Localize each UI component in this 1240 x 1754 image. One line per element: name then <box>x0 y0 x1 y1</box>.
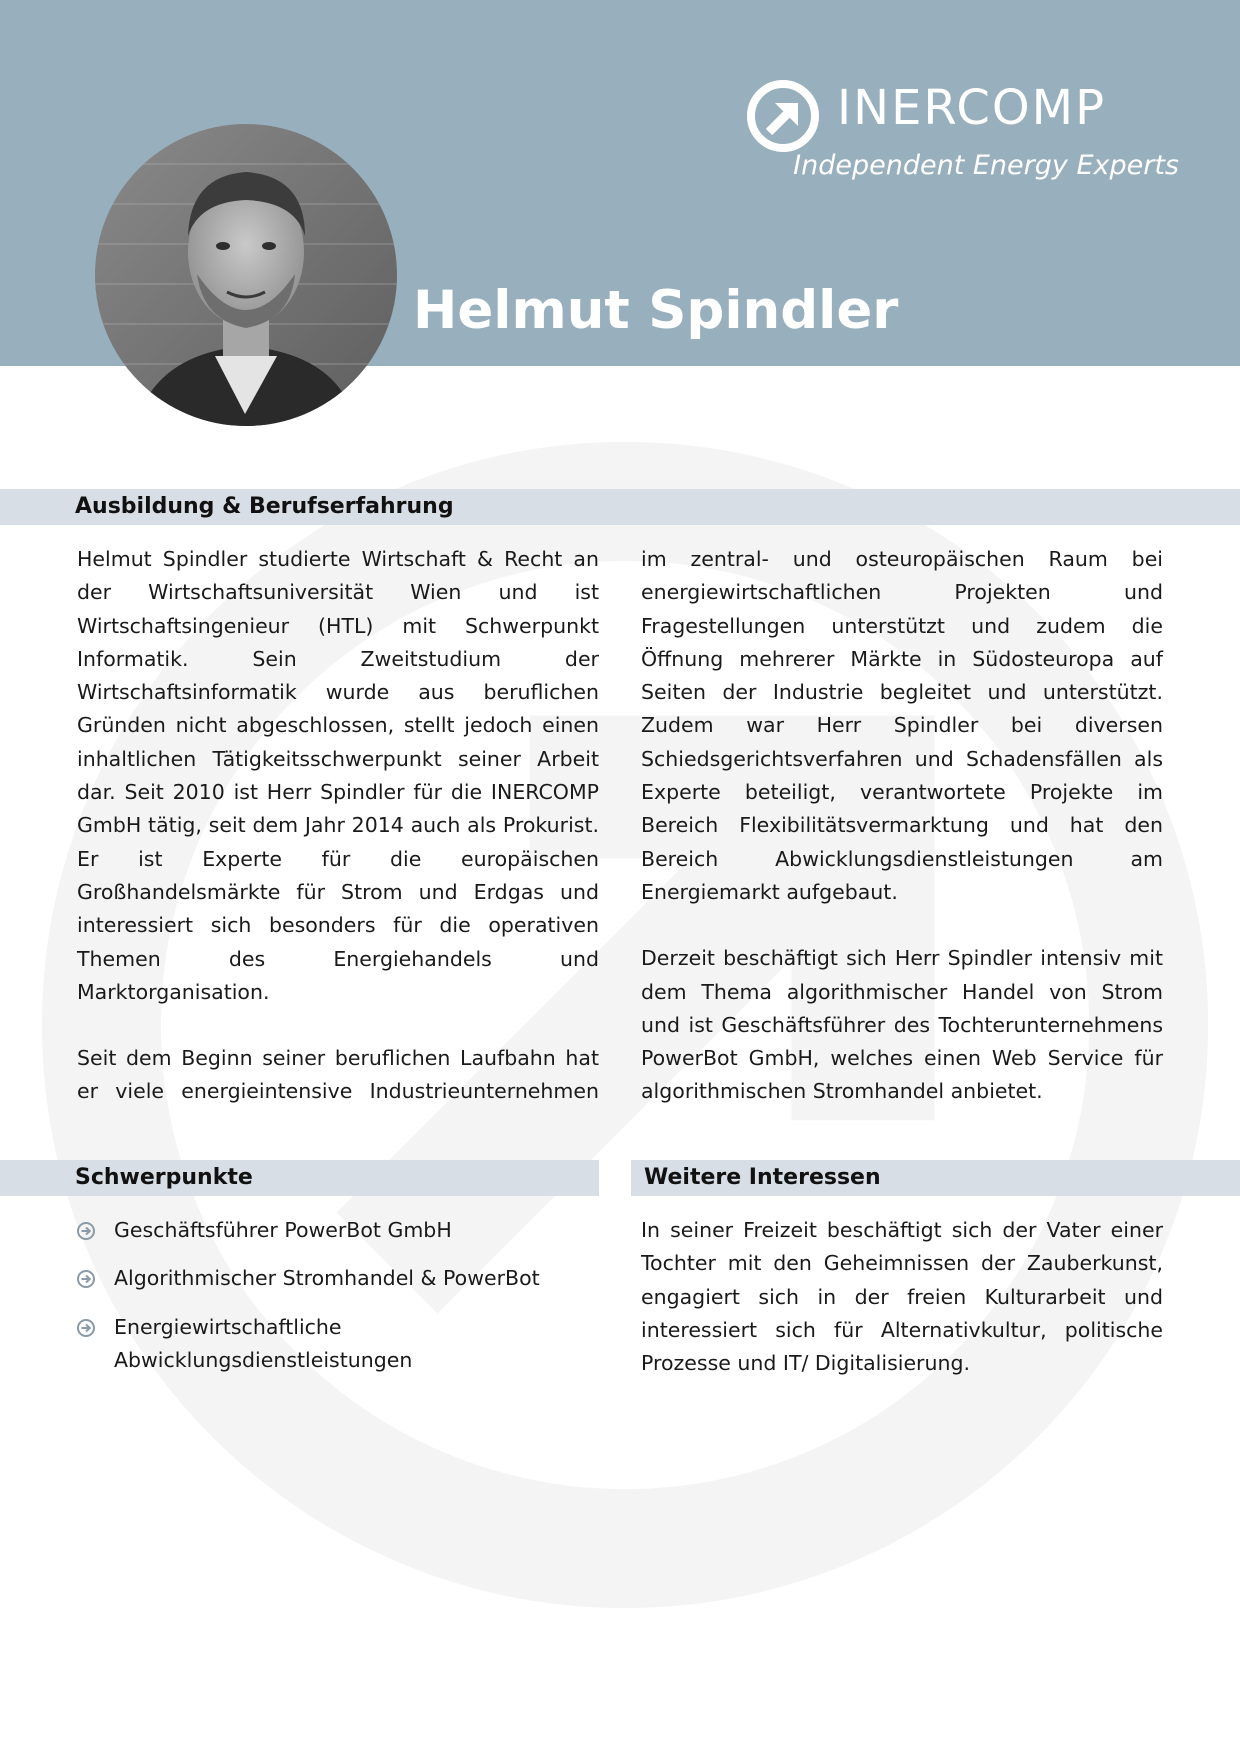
education-right-column <box>641 543 1163 1109</box>
circle-arrow-right-icon <box>76 1269 96 1289</box>
portrait-photo <box>95 124 397 426</box>
list-item <box>76 1311 454 1378</box>
focus-item-label: Algorithmischer Stromhandel & PowerBot <box>114 1266 540 1291</box>
brand-name: INERCOMP <box>837 80 1107 136</box>
focus-item-label: Energiewirtschaftliche Abwicklungsdienstleistungen <box>114 1314 413 1372</box>
person-name: Helmut Spindler <box>413 280 899 341</box>
education-right-paragraph-2: Derzeit beschäftigt sich Herr Spindler intensiv mit dem Thema algorithmischer Handel von Strom und ist Geschäftsführer des Tochterunternehmens PowerBot GmbH, welches einen Web Service für algorithmischen Stromhandel anbietet. <box>641 946 1163 1104</box>
education-section-title: Ausbildung & Berufserfahrung <box>75 494 454 519</box>
list-item <box>76 1214 576 1247</box>
brand-logo <box>745 78 1195 188</box>
interests-text <box>641 1214 1163 1380</box>
interests-paragraph: In seiner Freizeit beschäftigt sich der Vater einer Tochter mit den Geheimnissen der Zauberkunst, engagiert sich in der freien Kulturarbeit und interessiert sich für Alternativkultur, politische Prozesse und IT/ Digitalisierung. <box>641 1218 1163 1376</box>
circle-arrow-right-icon <box>76 1221 96 1241</box>
focus-section-title: Schwerpunkte <box>75 1165 253 1190</box>
circle-arrow-up-right-icon <box>745 78 821 154</box>
circle-arrow-right-icon <box>76 1318 96 1338</box>
education-left-column <box>77 543 599 1109</box>
education-right-paragraph-1: im zentral- und osteuropäischen Raum bei energiewirtschaftlichen Projekten und Fragestellungen unterstützt und zudem die Öffnung mehrerer Märkte in Südosteuropa auf Seiten der Industrie begleitet und unterstützt. Zudem war Herr Spindler bei diversen Schiedsgerichtsverfahren und Schadensfällen als Experte beteiligt, verantwortete Projekte im Bereich Flexibilitätsvermarktung und hat den Bereich Abwicklungsdienstleistungen am Energiemarkt aufgebaut. <box>641 547 1163 904</box>
education-left-paragraph-1: Helmut Spindler studierte Wirtschaft & Recht an der Wirtschaftsuniversität Wien und ist Wirtschaftsingenieur (HTL) mit Schwerpunkt Informatik. Sein Zweitstudium der Wirtschaftsinformatik wurde aus beruflichen Gründen nicht abgeschlossen, stellt jedoch einen inhaltlichen Tätigkeitsschwerpunkt seiner Arbeit dar. Seit 2010 ist Herr Spindler für die INERCOMP GmbH tätig, seit dem Jahr 2014 auch als Prokurist. Er ist Experte für die europäischen Großhandelsmärkte für Strom und Erdgas und interessiert sich besonders für die operativen Themen des Energiehandels und Marktorganisation. <box>77 547 599 1004</box>
brand-tagline: Independent Energy Experts <box>793 150 1179 181</box>
focus-list <box>76 1214 576 1392</box>
education-left-paragraph-2: Seit dem Beginn seiner beruflichen Laufbahn hat er viele energieintensive Industrieunternehmen <box>77 1046 599 1104</box>
focus-item-label: Geschäftsführer PowerBot GmbH <box>114 1218 452 1242</box>
person-photo-icon <box>95 124 397 426</box>
interests-section-title: Weitere Interessen <box>644 1165 881 1190</box>
list-item <box>76 1262 576 1295</box>
